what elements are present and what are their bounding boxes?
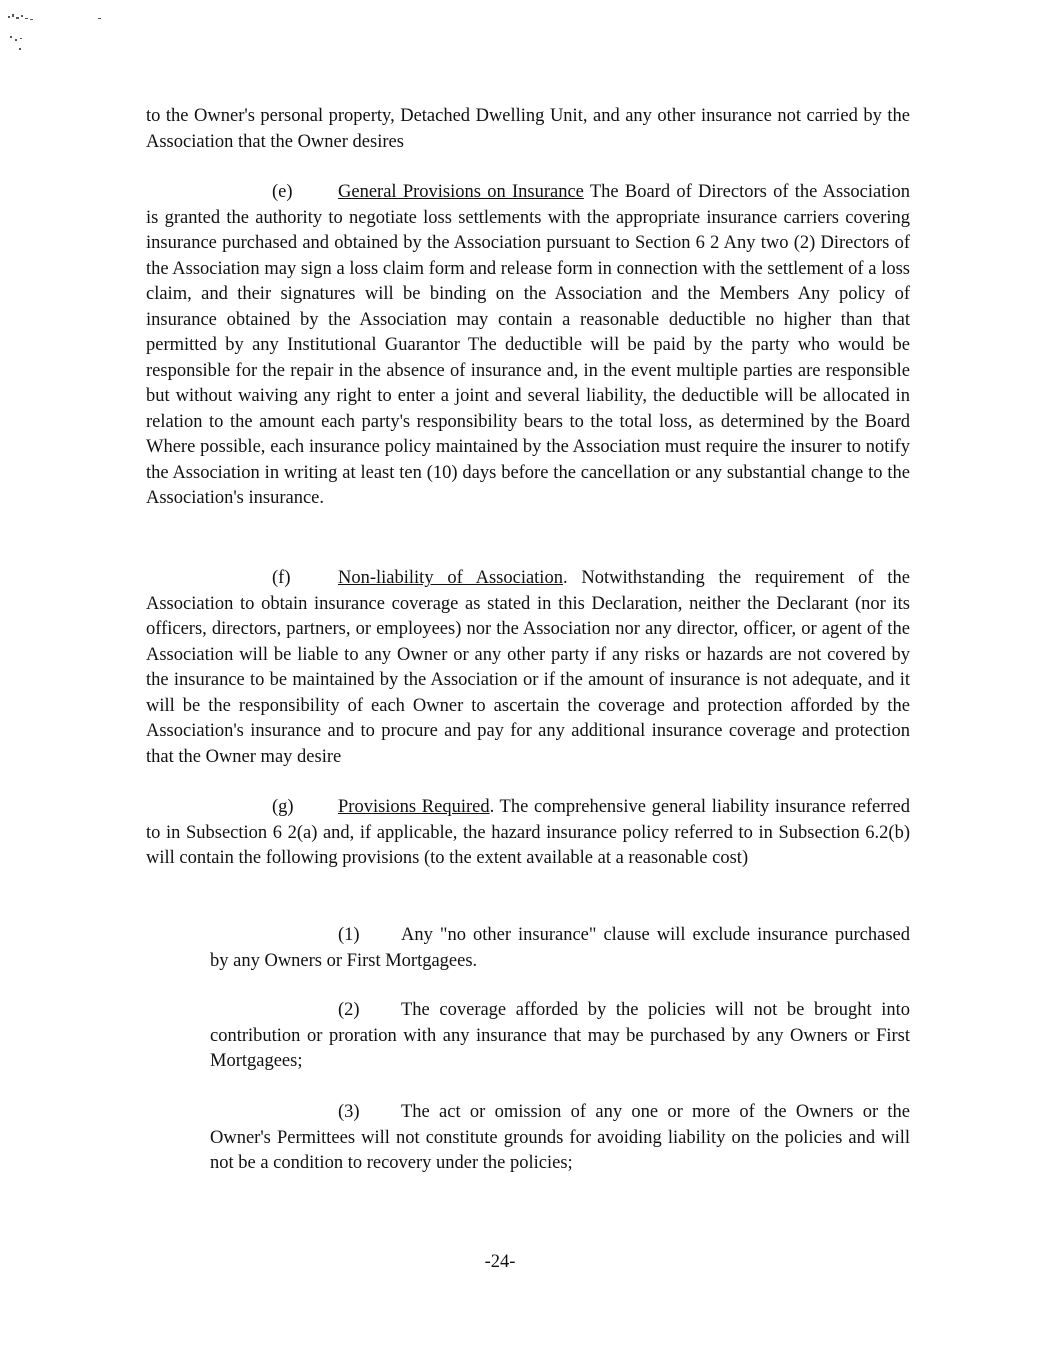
provision-1-number: (1) — [338, 925, 360, 945]
section-f-paragraph — [146, 566, 910, 770]
section-g-paragraph — [146, 795, 910, 872]
scan-artifact-mark — [8, 12, 108, 72]
provision-2-text: The coverage afforded by the policies will not be brought into contribution or proration with any insurance that may be purchased by any Owners or First Mortgagees; — [210, 1000, 910, 1071]
section-f-heading: Non-liability of Association — [338, 568, 563, 588]
provision-3-paragraph — [210, 1100, 910, 1177]
provision-2-paragraph — [210, 998, 910, 1075]
provision-2-number: (2) — [338, 1000, 360, 1020]
section-e-marker: (e) — [272, 182, 293, 202]
section-f-text: . Notwithstanding the requirement of the Association to obtain insurance coverage as stated in this Declaration, neither the Declarant (nor its officers, directors, partners, or employees) nor the Association nor any director, officer, or agent of the Association will be liable to any Owner or any other party if any risks or hazards are not covered by the insurance to be maintained by the Association or if the amount of insurance is not adequate, and it will be the responsibility of each Owner to ascertain the coverage and protection afforded by the Association's insurance and to procure and pay for any additional insurance coverage and protection that the Owner may desire — [146, 568, 910, 767]
section-g-heading: Provisions Required — [338, 797, 490, 817]
section-e-heading: General Provisions on Insurance — [338, 182, 584, 202]
provision-1-text: Any "no other insurance" clause will exclude insurance purchased by any Owners or First Mortgagees. — [210, 925, 910, 971]
continuation-paragraph — [146, 104, 910, 155]
section-e-text: The Board of Directors of the Association is granted the authority to negotiate loss settlements with the appropriate insurance carriers covering insurance purchased and obtained by the Association pursuant to Section 6 2 Any two (2) Directors of the Association may sign a loss claim form and release form in connection with the settlement of a loss claim, and their signatures will be binding on the Association and the Members Any policy of insurance obtained by the Association may contain a reasonable deductible no higher than that permitted by any Institutional Guarantor The deductible will be paid by the party who would be responsible for the repair in the absence of insurance and, in the event multiple parties are responsible but without waiving any right to enter a joint and several liability, the deductible will be allocated in relation to the amount each party's responsibility bears to the total loss, as determined by the Board Where possible, each insurance policy maintained by the Association must require the insurer to notify the Association in writing at least ten (10) days before the cancellation or any substantial change to the Association's insurance. — [146, 182, 910, 508]
continuation-text: to the Owner's personal property, Detached Dwelling Unit, and any other insurance not carried by the Association that the Owner desires — [146, 106, 910, 152]
section-f-marker: (f) — [272, 568, 291, 588]
provision-1-paragraph — [210, 923, 910, 974]
page-number: -24- — [484, 1252, 516, 1272]
provision-3-text: The act or omission of any one or more of the Owners or the Owner's Permittees will not constitute grounds for avoiding liability on the policies and will not be a condition to recovery under the policies; — [210, 1102, 910, 1173]
section-g-text: . The comprehensive general liability insurance referred to in Subsection 6 2(a) and, if applicable, the hazard insurance policy referred to in Subsection 6.2(b) will contain the following provisions (to the extent available at a reasonable cost) — [146, 797, 910, 868]
section-e-paragraph — [146, 180, 910, 512]
provision-3-number: (3) — [338, 1102, 360, 1122]
section-g-marker: (g) — [272, 797, 294, 817]
